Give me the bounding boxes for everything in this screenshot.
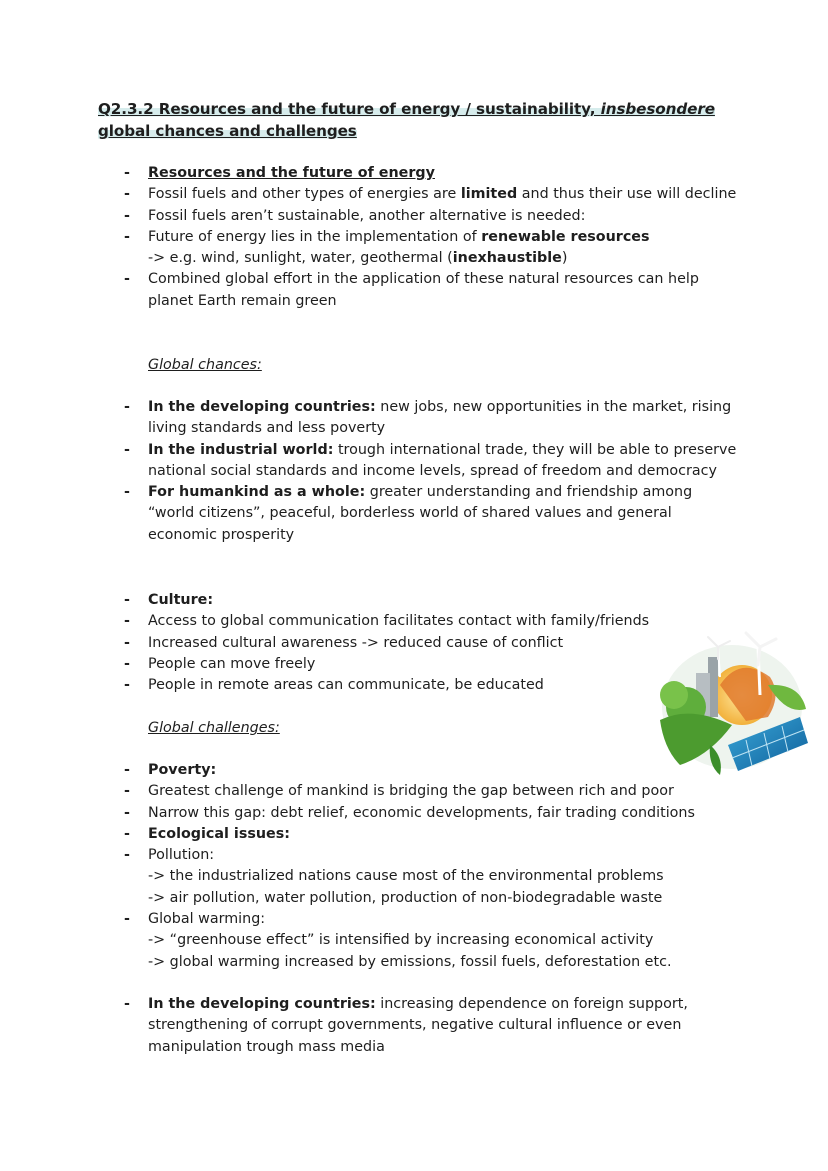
list-item: - Poverty: [120, 760, 740, 781]
list-item: - Fossil fuels aren’t sustainable, another alternative is needed: [120, 206, 740, 227]
list-item: - Fossil fuels and other types of energies are limited and thus their use will decline [120, 184, 740, 205]
list-item: - Ecological issues: [120, 824, 740, 845]
culture-heading: Culture: [148, 592, 214, 608]
list-item: - Pollution: -> the industrialized nations cause most of the environmental problems -> air pollution, water pollution, production of non-biodegradable waste [120, 845, 740, 909]
list-item: - Global warming: -> “greenhouse effect” is intensified by increasing economical activity -> global warming increased by emissions, fossil fuels, deforestation etc. [120, 909, 740, 973]
global-chances-heading: Global chances: [148, 357, 262, 373]
list-item: - Combined global effort in the application of these natural resources can help planet Earth remain green [120, 269, 740, 312]
title-italic: insbesondere [600, 100, 715, 118]
eco-energy-collage-icon [650, 625, 812, 785]
list-item [120, 590, 660, 611]
list-item: - Increased cultural awareness -> reduced cause of conflict [120, 633, 660, 654]
list-item: - Access to global communication facilitates contact with family/friends [120, 611, 748, 632]
title-line-2: global chances and challenges [98, 122, 357, 140]
page-title [98, 98, 718, 142]
global-challenges-heading: Global challenges: [148, 720, 280, 736]
resources-section [120, 163, 740, 312]
resources-heading: Resources and the future of energy [148, 165, 435, 181]
list-item: - People can move freely [120, 654, 660, 675]
challenges-developing-section [120, 994, 740, 1058]
chances-section [120, 397, 740, 546]
title-line-1 [98, 100, 715, 118]
list-item: - In the developing countries: increasing dependence on foreign support, strengthening of corrupt governments, negative cultural influence or even manipulation trough mass media [120, 994, 740, 1058]
list-item: - For humankind as a whole: greater understanding and friendship among “world citizens”, peaceful, borderless world of shared values and general economic prosperity [120, 482, 740, 546]
challenges-section [120, 760, 740, 973]
list-item: - Narrow this gap: debt relief, economic developments, fair trading conditions [120, 803, 740, 824]
list-item: - In the industrial world: trough international trade, they will be able to preserve national social standards and income levels, spread of freedom and democracy [120, 440, 740, 483]
list-item: - In the developing countries: new jobs, new opportunities in the market, rising living standards and less poverty [120, 397, 740, 440]
list-item: - Greatest challenge of mankind is bridging the gap between rich and poor [120, 781, 740, 802]
title-prefix: Q2.3.2 Resources and the future of energy / sustainability, [98, 100, 601, 118]
list-item: - People in remote areas can communicate, be educated [120, 675, 660, 696]
list-item: - Future of energy lies in the implementation of renewable resources -> e.g. wind, sunlight, water, geothermal (inexhaustible) [120, 227, 740, 270]
list-item [120, 163, 740, 184]
culture-section [120, 590, 660, 696]
